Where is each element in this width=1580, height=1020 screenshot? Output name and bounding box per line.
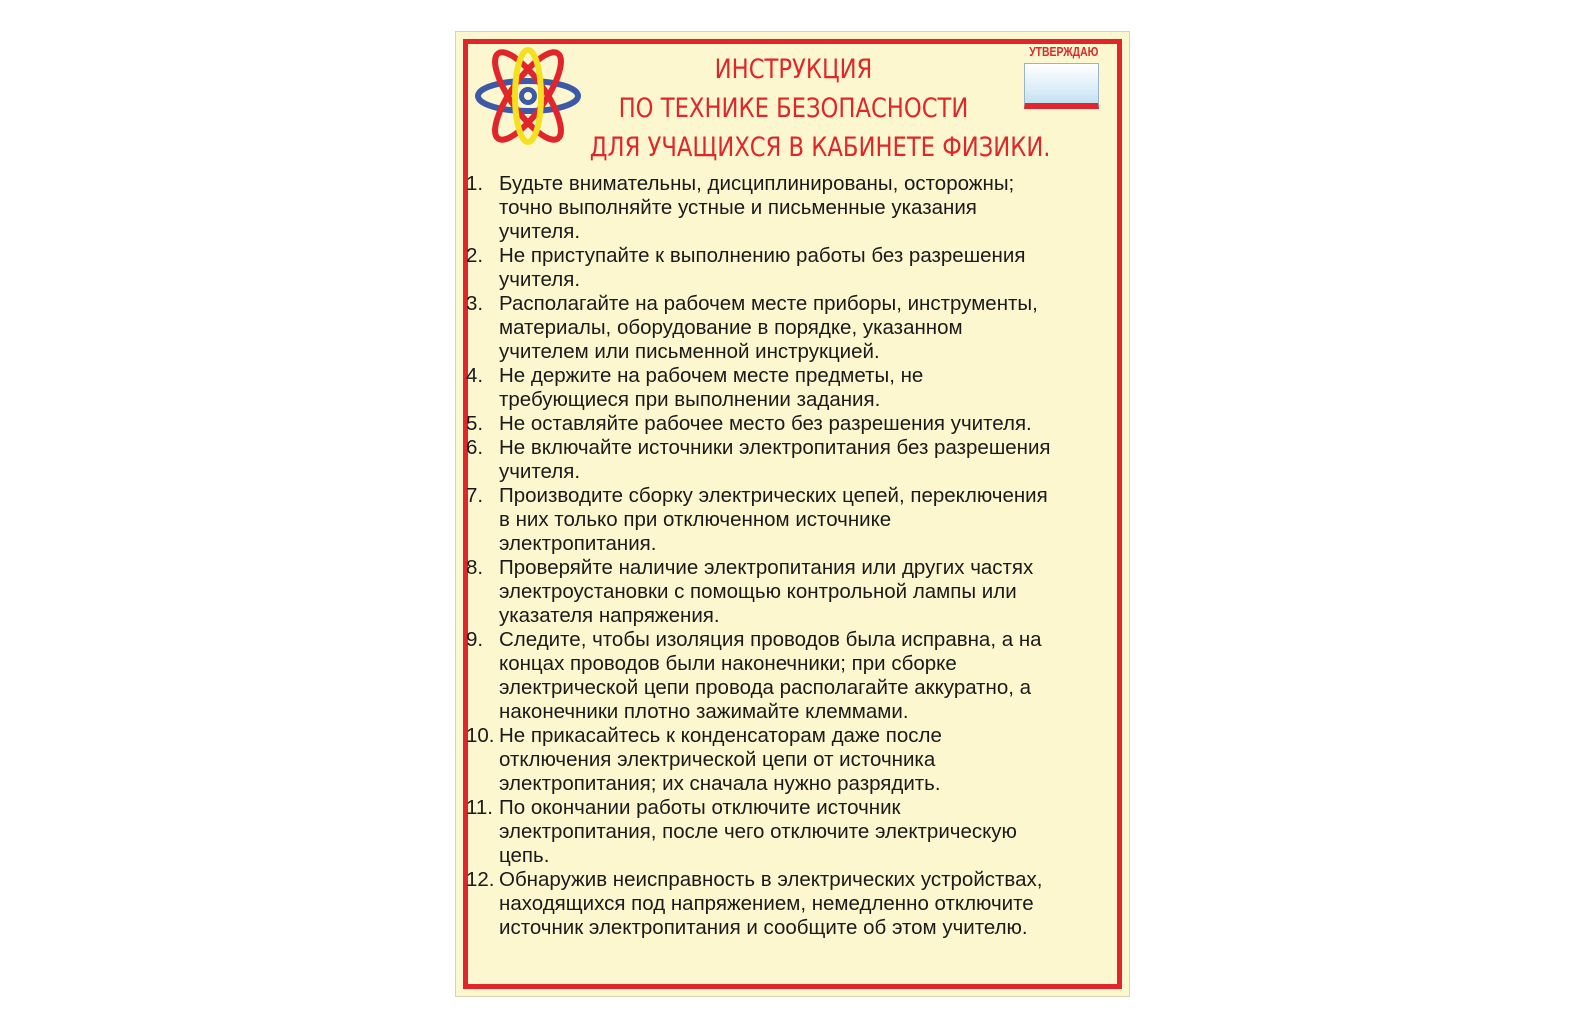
approval-stamp	[1021, 44, 1103, 109]
rule-number: 8.	[466, 556, 484, 579]
rule-text-line: учителя.	[499, 220, 581, 243]
rule-text-line: Будьте внимательны, дисциплинированы, осторожны;	[499, 172, 1015, 195]
approval-signature-box	[1024, 63, 1099, 109]
rule-item	[466, 556, 1106, 628]
approval-label: УТВЕРЖДАЮ	[1029, 44, 1099, 59]
rule-text-line: электропитания; их сначала нужно разрядить.	[499, 772, 941, 795]
poster-title	[589, 50, 1051, 167]
rule-item	[466, 364, 1106, 412]
rule-text-line: Не включайте источники электропитания без разрешения	[499, 436, 1051, 459]
rule-item	[466, 868, 1106, 940]
rule-item	[466, 796, 1106, 868]
rule-number: 2.	[466, 244, 484, 267]
rule-text-line: цепь.	[499, 844, 550, 867]
rule-text-line: учителем или письменной инструкцией.	[499, 340, 880, 363]
rule-item	[466, 172, 1106, 244]
rule-number: 10.	[466, 724, 495, 747]
rule-text-line: По окончании работы отключите источник	[499, 796, 901, 819]
rule-text-line: электроустановки с помощью контрольной лампы или	[499, 580, 1017, 603]
rule-text-line: требующиеся при выполнении задания.	[499, 388, 881, 411]
rule-number: 6.	[466, 436, 484, 459]
rule-text-line: Располагайте на рабочем месте приборы, инструменты,	[499, 292, 1038, 315]
rule-text-line: электропитания.	[499, 532, 657, 555]
title-line-1: ИНСТРУКЦИЯ	[714, 54, 873, 85]
rule-number: 3.	[466, 292, 484, 315]
rule-text-line: Не оставляйте рабочее место без разрешения учителя.	[499, 412, 1032, 435]
rule-item	[466, 724, 1106, 796]
rule-number: 12.	[466, 868, 495, 891]
rule-text-line: в них только при отключенном источнике	[499, 508, 892, 531]
atom-icon	[468, 44, 588, 148]
rule-item	[466, 628, 1106, 724]
rule-text-line: учителя.	[499, 268, 581, 291]
rule-item	[466, 292, 1106, 364]
rule-number: 5.	[466, 412, 484, 435]
rule-text-line: находящихся под напряжением, немедленно отключите	[499, 892, 1034, 915]
rule-text-line: Обнаружив неисправность в электрических устройствах,	[499, 868, 1043, 891]
rule-text-line: электропитания, после чего отключите электрическую	[499, 820, 1017, 843]
safety-poster	[455, 31, 1130, 997]
title-line-3: ДЛЯ УЧАЩИХСЯ В КАБИНЕТЕ ФИЗИКИ.	[589, 132, 1051, 163]
rule-item	[466, 484, 1106, 556]
rule-text-line: указателя напряжения.	[499, 604, 720, 627]
rule-number: 4.	[466, 364, 484, 387]
rule-text-line: концах проводов были наконечники; при сборке	[499, 652, 957, 675]
rule-text-line: точно выполняйте устные и письменные указания	[499, 196, 977, 219]
rule-text-line: источник электропитания и сообщите об этом учителю.	[499, 916, 1028, 939]
rule-number: 1.	[466, 172, 484, 195]
rule-text-line: Не прикасайтесь к конденсаторам даже после	[499, 724, 942, 747]
rule-item	[466, 436, 1106, 484]
rule-text-line: учителя.	[499, 460, 581, 483]
rule-text-line: Не приступайте к выполнению работы без разрешения	[499, 244, 1026, 267]
rule-text-line: материалы, оборудование в порядке, указанном	[499, 316, 963, 339]
rule-item	[466, 244, 1106, 292]
rule-number: 11.	[466, 796, 493, 819]
rule-text-line: отключения электрической цепи от источника	[499, 748, 936, 771]
rule-text-line: Производите сборку электрических цепей, переключения	[499, 484, 1048, 507]
rule-number: 7.	[466, 484, 484, 507]
rule-text-line: Не держите на рабочем месте предметы, не	[499, 364, 924, 387]
rules-list	[466, 172, 1106, 940]
title-line-2: ПО ТЕХНИКЕ БЕЗОПАСНОСТИ	[618, 93, 969, 124]
rule-item	[466, 412, 1106, 436]
rule-text-line: Проверяйте наличие электропитания или других частях	[499, 556, 1034, 579]
rule-text-line: наконечники плотно зажимайте клеммами.	[499, 700, 909, 723]
rule-number: 9.	[466, 628, 484, 651]
rule-text-line: электрической цепи провода располагайте аккуратно, а	[499, 676, 1032, 699]
rule-text-line: Следите, чтобы изоляция проводов была исправна, а на	[499, 628, 1042, 651]
